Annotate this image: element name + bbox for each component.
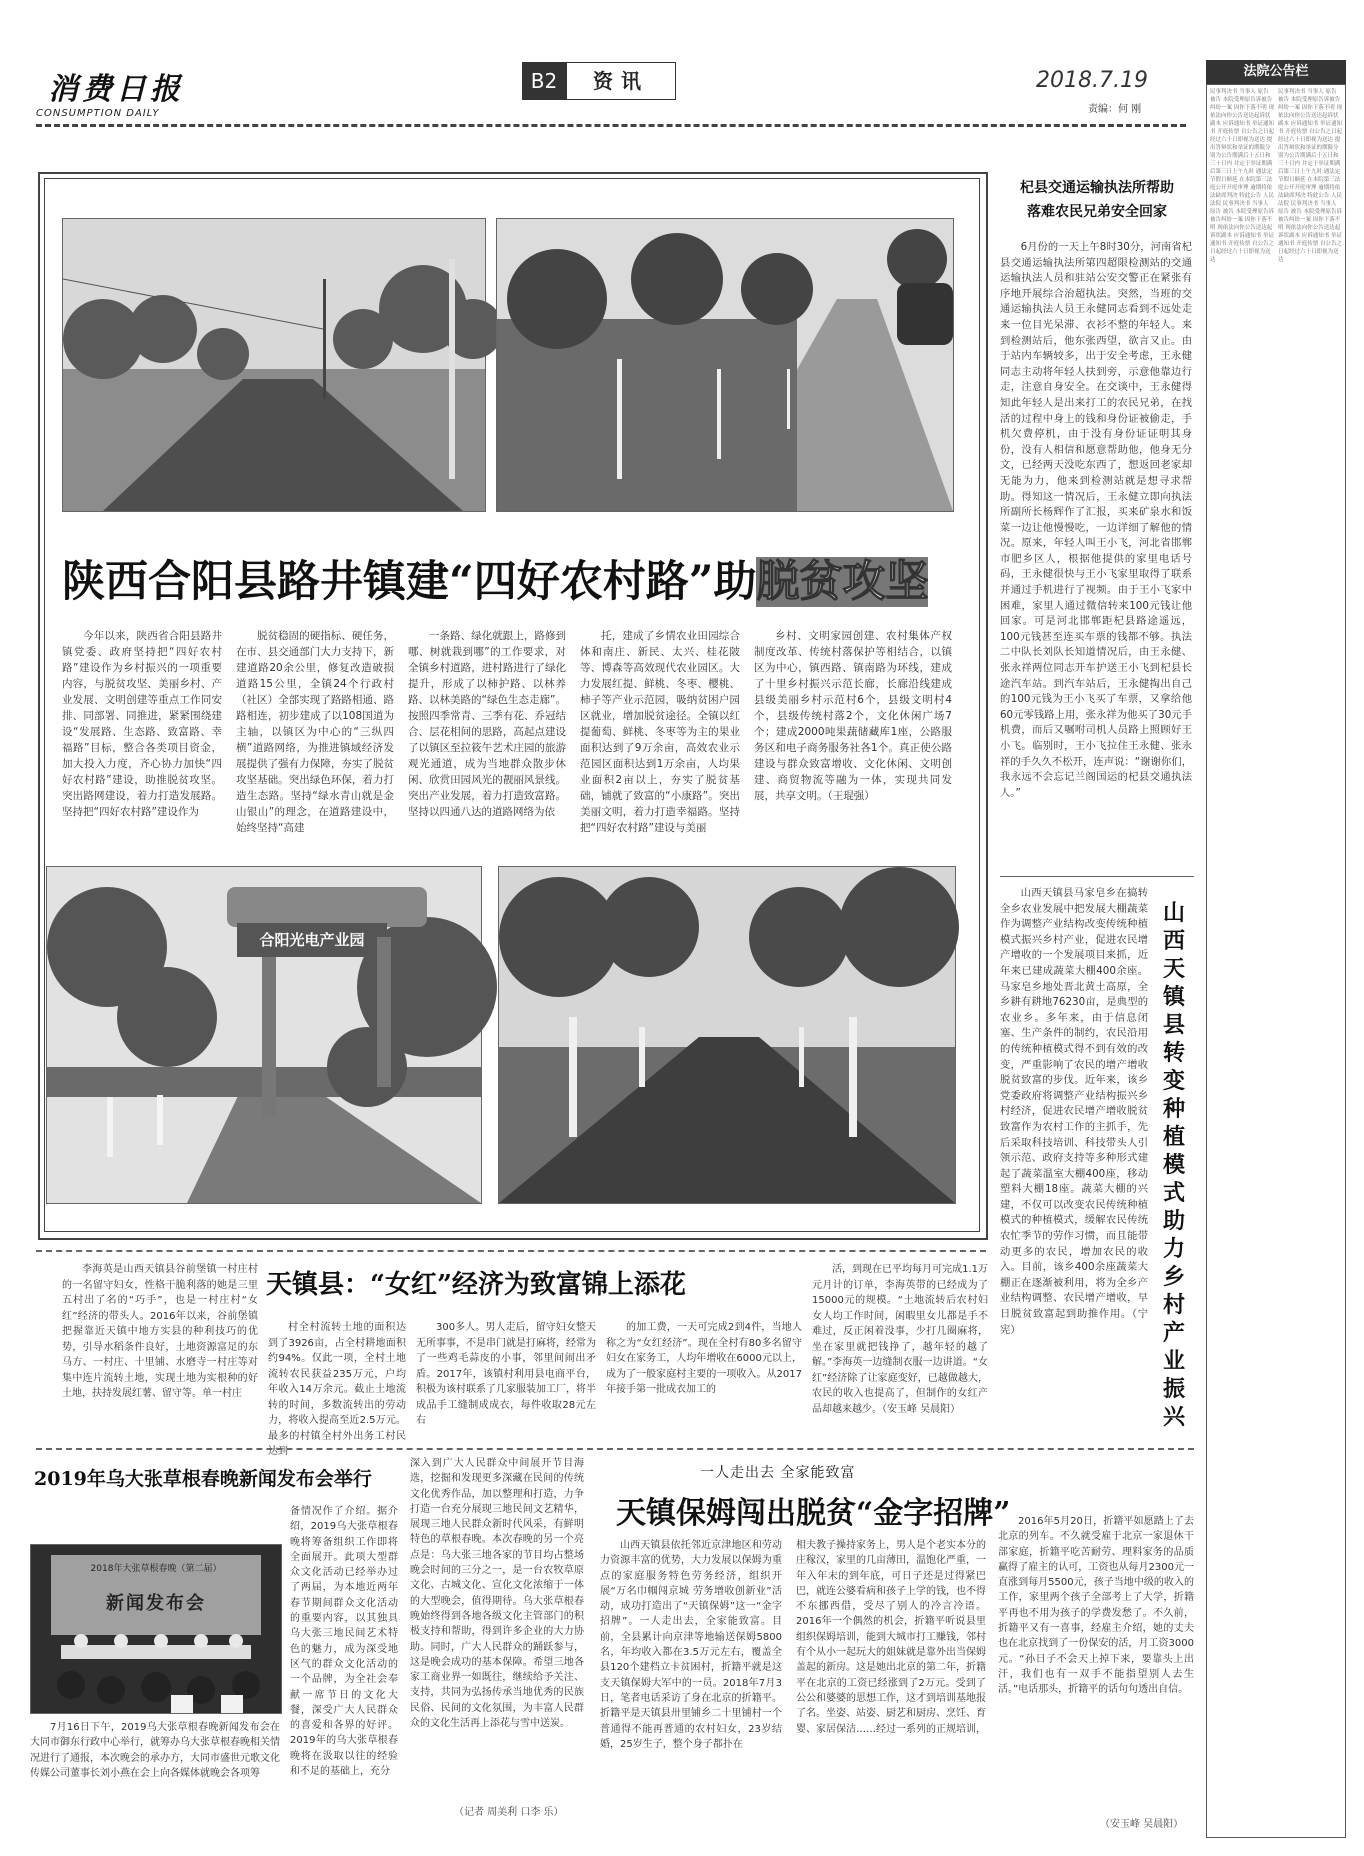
issue-date: 2018.7.19	[1036, 68, 1148, 93]
main-headline-text: 陕西合阳县路井镇建“四好农村路”助	[62, 557, 757, 607]
masthead-rule	[36, 124, 1186, 127]
right-story-1-text: 6月份的一天上午8时30分，河南省杞县交通运输执法所第四超限检测站的交通运输执法人员和驻站公安交警正在紧张有序地开展综合治超执法。突然，当班的交通运输执法人员王永健同志看到不远处走来一位目光呆滞、衣衫不整的年轻人。来到检测站后，他东张西望，欲言又止。由于站内车辆较多，出于安全考虑，王永健同志主动将年轻人扶到旁，示意他靠边行走，注意自身安全。在交谈中，王永健得知此年轻人是出来打工的农民兄弟，在找活的过程中身上的钱和身份证被偷走，手机欠费停机，由于没有身份证证明其身份，没有人相信和愿意帮助他，他身无分文，已经两天没吃东西了，想返回老家却无能为力，他来到检测站就是想寻求帮助。得知这一情况后，王永健立即向执法所副所长杨辉作了汇报，买来矿泉水和饭菜一边让他慢慢吃，一边详细了解他的情况。原来，年轻人叫王小飞，河北省邯郸市肥乡区人，根据他提供的家里电话号码，王永健很快与王小飞家里取得了联系并通过手机进行了视频。由于王小飞家中困难，家里人通过微信转来100元钱让他回家。可是河北邯郸距杞县路途遥远，100元钱甚至连买车票的钱都不够。执法二中队长刘队长知道情况后，由王永健、张永祥两位同志开车护送王小飞到杞县长途汽车站。到汽车站后，王永健掏出自己的100元钱为王小飞买了车票，又拿给他60元零钱路上用，张永祥为他买了30元手机费，而后又嘱咐司机人员路上照顾好王小飞。临别时，王小飞拉住王永健、张永祥的手久久不松开，连声说：“谢谢你们，我永远不会忘记兰阁国运的杞县交通执法人。”	[1000, 241, 1192, 799]
story5-col3-text: 2016年5月20日，折籍平如愿踏上了去北京的列车。不久就受雇于北京一家退休干部家庭，折籍平吃苦耐劳、理料家务的品质赢得了雇主的认可，工资也从每月2300元一直涨到每月5500元，孩子当地中级的收入的工作，家里两个孩子全部考上了大学，折籍平再也不用为孩子的学费发愁了。不久前，折籍平又有一喜事，经雇主介绍，她的丈夫也在北京找到了一份保安的活，月工资3000元。“孙日子不会天上掉下来，要靠头上出汗，我们也有一双手不能指望别人去生活。”电话那头，折籍平的话句句透出自信。	[998, 1516, 1194, 1696]
section-code-badge: B2	[522, 62, 566, 100]
photo-industrial-park-gate	[46, 866, 482, 1204]
main-story-col3-text: 一条路、绿化就跟上，路修到哪、树就栽到哪”的工作要求，对全镇乡村道路，进村路进行了绿化提升，形成了以柿护路、以林养路、以林美路的“绿色生态走廊”。按照四季常青、三季有花、乔冠结合、层花相间的思路，高起点建设了以镇区至拉筱午艺术庄园的旅游观光通道，成为当地群众散步休闲、欣赏田园风光的靓丽风景线。突出产业发展，着力打造致富路。坚持以四通八达的道路网络为依	[408, 630, 566, 818]
photo-banner-text: 2018年大张草根春晚（第二届）	[90, 1564, 222, 1574]
right-story-1-title-line2: 落难农民兄弟安全回家	[1027, 204, 1167, 220]
story5-col2-text: 相夫教子操持家务上，男人是个老实本分的庄稼汉，家里的几亩薄田，温饱化严重，一年入年末的到年底，可日子还是过得紧巴巴，就连公婆看病和孩子上学的钱，也不得不东挪西借，受尽了别人的冷言冷语。2016年一个偶然的机会，折籍平听说县里组织保姆培训，能到大城市打工赚钱，邻村有个从小一起玩大的姐妹就是靠外出当保姆盖起的新房。这是她出北京的第二年，折籍平在北京的工资已经涨到了2万元。受到了公公和婆婆的思想工作，这才到培训基地报了名。坐姿、站姿、厨艺和厨房、烹饪、育婴、家居保洁……经过一系列的正规培训，	[796, 1540, 986, 1735]
main-headline-highlight: 脱贫攻坚	[756, 557, 929, 607]
main-story-column-2	[236, 628, 394, 836]
story4-body-beside-photo	[290, 1504, 398, 1808]
editor-credit: 责编：何 刚	[1088, 104, 1142, 115]
photo-industrial-park-gate-art	[47, 867, 481, 1203]
section-name: 资讯	[566, 62, 676, 100]
newspaper-logo: 消费日报	[48, 72, 184, 107]
story3-column-4	[606, 1320, 802, 1444]
photo-poplar-lined-road-art	[499, 867, 955, 1203]
story5-column-3	[998, 1514, 1194, 1814]
main-story-column-5	[754, 628, 952, 804]
photo-rural-road-trees	[62, 218, 486, 512]
main-story-column-1	[62, 628, 222, 820]
photo-poplar-lined-road	[498, 866, 956, 1204]
photo-tree-lined-road-car-art	[497, 219, 953, 511]
newspaper-logo-english: CONSUMPTION DAILY	[36, 108, 160, 119]
story3-column-3	[416, 1320, 596, 1444]
main-story-col5-text: 乡村、文明家园创建、农村集体产权制度改革、传统村落保护等相结合，以镇区为中心，镇西路、镇南路为环线，建成了十里乡村振兴示范长廊，长廊沿线建成县级美丽乡村示范村6个，县级文明村4个，县级传统村落2个，文化休闲广场7个；建成2000吨果蔬储藏库1座，公路服务区和电子商务服务社各1个。真正使公路建设与群众致富增收、文化休闲、文明创建、商贸物流等融为一体，实现共同发展，共享文明。（王琨强）	[754, 630, 952, 802]
gate-sign: 合阳光电产业园	[259, 931, 365, 949]
story3-column-1	[62, 1262, 258, 1442]
story4-body-below-photo	[30, 1720, 280, 1816]
right-story-divider	[1000, 876, 1194, 877]
photo-press-conference	[30, 1544, 282, 1714]
story3-column-5	[812, 1262, 988, 1442]
main-headline	[62, 548, 962, 609]
court-notice-text-b: 民事判决书 当事人 原告 被告 本院受理原告诉被告纠纷一案 因你下落不明 现依法向你公告送达起诉状副本 应诉通知书 举证通知书 开庭传票 自公告之日起经过六十日即视为送达 提出答辩状和举证的期限分别为公告期满后十五日和三十日内 并定于举证期满后第三日上午九时 遇法定节假日顺延 在本院第三法庭公开开庭审理 逾期将依法缺席判决 特此公告 人民法院 民事判决书 当事人 原告 被告 本院受理原告诉被告纠纷一案 因你下落不明 现依法向你公告送达起诉状副本 应诉通知书 举证通知书 开庭传票 自公告之日起经过六十日即视为送达	[1278, 89, 1342, 263]
story3-bottom-rule	[36, 1448, 1194, 1450]
story3-col3-text: 300多人。男人走后，留守妇女整天无所事事，不是串门就是打麻将，经常为了一些鸡毛蒜皮的小事，邻里间闹出矛盾。2017年，该镇村利用县电商平台，积极为该村联系了几家服装加工厂，将半成品手工缝制成成衣，每件收取28元左右	[416, 1322, 596, 1426]
story3-title: 天镇县：“女红”经济为致富锦上添花	[266, 1270, 686, 1300]
court-notice-title: 法院公告栏	[1206, 60, 1346, 84]
story3-col1-text: 李海英是山西天镇县谷前堡镇一村庄村的一名留守妇女，性格干脆利落的她是三里五村出了名的“巧手”，也是一村庄村“女红”经济的带头人。2016年以来，谷前堡镇把握靠近天镇中地方实县的种利技巧的优势，引导水稻条件良好，土地资源富足的东马方、一村庄、十里铺、水磨寺一村庄等对集中连片流转土地，实现土地为实根种的好土地，扶持发展红薯、留守等。单一村庄	[62, 1264, 258, 1399]
story3-top-rule	[36, 1250, 986, 1252]
story4-beside-photo-text: 备情况作了介绍。据介绍，2019乌大张草根春晚将筹备组织工作即将全面展开。此项大型群众文化活动已经举办过了两届，为本地近两年春节期间群众文化活动的重要内容，以其独具乌大张三地民间艺术特色的魅力，成为深受地区气的群众文化活动的一个品牌，为全社会奉献一席节日的文化大餐，深受广大人民群众的喜爱和各界的好评。2019年的乌大张草根春晚将在汲取以往的经验和不足的基础上，充分	[290, 1506, 398, 1778]
right-story-2-body	[1000, 886, 1148, 1426]
story4-byline: （记者 周美利 口李 乐）	[454, 1807, 564, 1818]
photo-rural-road-trees-art	[63, 219, 485, 511]
court-notice-text-a: 民事判决书 当事人 原告 被告 本院受理原告诉被告纠纷一案 因你下落不明 现依法向你公告送达起诉状副本 应诉通知书 举证通知书 开庭传票 自公告之日起经过六十日即视为送达 提出答辩状和举证的期限分别为公告期满后十五日和三十日内 并定于举证期满后第三日上午九时 遇法定节假日顺延 在本院第三法庭公开开庭审理 逾期将依法缺席判决 特此公告 人民法院 民事判决书 当事人 原告 被告 本院受理原告诉被告纠纷一案 因你下落不明 现依法向你公告送达起诉状副本 应诉通知书 举证通知书 开庭传票 自公告之日起经过六十日即视为送达	[1210, 89, 1274, 263]
right-story-2-vertical-title: 山西天镇县转变种植模式助力乡村产业振兴	[1162, 901, 1185, 1430]
right-story-1-title-line1: 杞县交通运输执法所帮助	[1020, 180, 1174, 196]
right-story-1-body	[1000, 240, 1192, 864]
story3-col5-text: 活，到现在已平均每月可完成1.1万元月计的订单，李海英带的已经成为了15000元的规模。“土地流转后农村妇女人均工作时间，闲暇里女儿都是手不难过，反正闲着没事，少打几圈麻将，坐在家里就把钱挣了，越年轻的越了解。”李海英一边缝制衣服一边讲道。“女红”经济除了让家庭变好，已越做越大，农民的收入也提高了，但制作的女红产品却越来越少。（安玉峰 吴晨阳）	[812, 1264, 988, 1415]
photo-tree-lined-road-car	[496, 218, 954, 512]
story4-below-photo-text: 7月16日下午，2019乌大张草根春晚新闻发布会在大同市御东行政中心举行，就筹办乌大张草根春晚相关情况进行了通报，本次晚会的承办方，大同市盛世元歌文化传媒公司董事长刘小燕在会上向各媒体就晚会各项筹	[30, 1722, 280, 1779]
story5-kicker: 一人走出去 全家能致富	[700, 1465, 856, 1481]
right-story-2-text: 山西天镇县马家皂乡在搞转全乡农业发展中把发展大棚蔬菜作为调整产业结构改变传统种植模式振兴乡村产业，促进农民增产增收的一个发展项目来抓，近年来已建成蔬菜大棚400余座。马家皂乡地处晋北黄土高原，全乡耕有耕地76230亩，是典型的农业乡。多年来，由于信息闭塞、生产条件的制约，农民沿用的传统种植模式得不到有效的改变，严重影响了农民的增产增收脱贫致富的步伐。近年来，该乡党委政府将调整产业结构振兴乡村经济，促进农民增产增收脱贫致富作为农村工作的主抓手，先后采取科技培训、科技带头人引领示范、政府支持等多种形式建起了蔬菜温室大棚400座，移动塑料大棚18座。蔬菜大棚的兴建，不仅可以改变农民传统种植模式的种植模式，缓解农民传统农忙季节的劳作习惯，而且能带动更多的农民，增加农民的收入。目前，该乡400余座蔬菜大棚正在逐渐被利用，将为全乡产业结构调整、农民增产增收，早日脱贫致富起到助推作用。（宁 宪）	[1000, 887, 1148, 1336]
main-story-col1-text: 今年以来，陕西省合阳县路井镇党委、政府坚持把“四好农村路”建设作为乡村振兴的一项重要内容，与脱贫攻坚、美丽乡村、产业发展、文明创建等重点工作同安排、同部署、同推进，紧紧围绕建设“发展路、生态路、致富路、幸福路”目标，整合各类项目资金，加大投入力度，齐心协力加快“四好农村路”建设，助推脱贫攻坚。突出路网建设，着力打造发展路。坚持把“四好农村路”建设作为	[62, 630, 222, 818]
right-story-1-title	[1000, 176, 1194, 224]
story3-column-2	[268, 1320, 406, 1457]
story5-column-2	[796, 1538, 986, 1830]
main-story-col2-text: 脱贫稳固的硬指标、硬任务，在市、县交通部门大力支持下，新建道路20余公里，修复改造破损道路15公里，全镇24个行政村（社区）全部实现了路路相通、路路相连，初步建成了以108国道为主轴，以镇区为中心的“三纵四横”道路网络，为推进镇域经济发展提供了强有力保障，夯实了脱贫攻坚基础。突出绿色环保，着力打造生态路。坚持“绿水青山就是金山银山”的理念，在道路建设中，始终坚持“高建	[236, 630, 394, 834]
main-story-col4-text: 托，建成了乡情农业田园综合体和南庄、新民、太兴、桂花陂等、博森等高效现代农业园区。大力发展红提、鲜桃、冬枣、樱桃、柿子等产业示范园，吸纳贫困户园区就业，增加脱贫途径。全镇以红提葡萄、鲜桃、冬枣等为主的果业面积达到了9万余亩，高效农业示范园区面积达到1万余亩，人均果业面积2亩以上，夯实了脱贫基础，铺就了致富的“小康路”。突出美丽文明，着力打造幸福路。坚持把“四好农村路”建设与美丽	[580, 630, 740, 834]
story3-col2-text: 村全村流转土地的面积达到了3926亩，占全村耕地面积约94%。仅此一项，全村土地流转农民获益235万元，户均年收入14万余元。截止土地流转的时间，多数流转出的劳动力，将收入提高至近2.5万元。最多的村镇全村外出务工村民达到	[268, 1322, 406, 1457]
story5-byline: （安玉峰 吴晨阳）	[1100, 1819, 1184, 1830]
story5-title: 天镇保姆闯出脱贫“金字招牌”	[616, 1496, 1011, 1531]
story5-col1-text: 山西天镇县依托邻近京津地区和劳动力资源丰富的优势，大力发展以保姆为重点的家庭服务特色劳务经济，组织开展“万名巾帼闯京城 劳务增收创新业”活动，成功打造出了“天镇保姆”这一“金字招牌”。一人走出去，全家能致富。目前，全县累计向京津等地输送保姆5800名，年均收入都在3.5万元左右，覆盖全县120个建档立卡贫困村，折籍平就是这支天镇保姆大军中的一员。2018年7月3日，笔者电话采访了身在北京的折籍平。折籍平是天镇县卅里铺乡二十里铺村一个普通得不能再普通的农村妇女，23岁结婚，25岁生子，整个身子都扑在	[600, 1540, 782, 1750]
photo-board-text: 新闻发布会	[106, 1593, 206, 1614]
story3-col4-text: 的加工费，一天可完成2到4件，当地人称之为“女红经济”。现在全村有80多名留守妇女在家务工，人均年增收在6000元以上，成为了一般家庭村主要的一项收入。从2017年接手第一批成衣加工的	[606, 1322, 802, 1395]
story4-column-2	[410, 1456, 584, 1802]
main-story-column-3	[408, 628, 566, 820]
story4-col2-text: 深入到广大人民群众中间展开节目海选，挖掘和发现更多深藏在民间的传统文化优秀作品，加以整理和打造，力争打造一台充分展现三地民间文艺精华，展现三地人民群众新时代风采，有鲜明特色的草根春晚。本次春晚的另一个亮点是：乌大张三地各家的节目均占整场晚会时间的三分之一，是一台农牧草原文化、古城文化、宣化文化浓缩于一体的大型晚会，值得期待。乌大张草根春晚始终得到各地各级文化主管部门的积极支持和帮助，得到许多企业的大力协助。同时，广大人民群众的踊跃参与，这是晚会成功的基本保障。希望三地各家工商业界一如既往，继续给予关注、支持，共同为弘扬传承当地优秀的民族民俗、民间的文化氛围，为丰富人民群众的文化生活再上添花与雪中送炭。	[410, 1458, 584, 1730]
story5-column-1	[600, 1538, 782, 1830]
main-story-column-4	[580, 628, 740, 836]
story4-title: 2019年乌大张草根春晚新闻发布会举行	[34, 1468, 372, 1490]
